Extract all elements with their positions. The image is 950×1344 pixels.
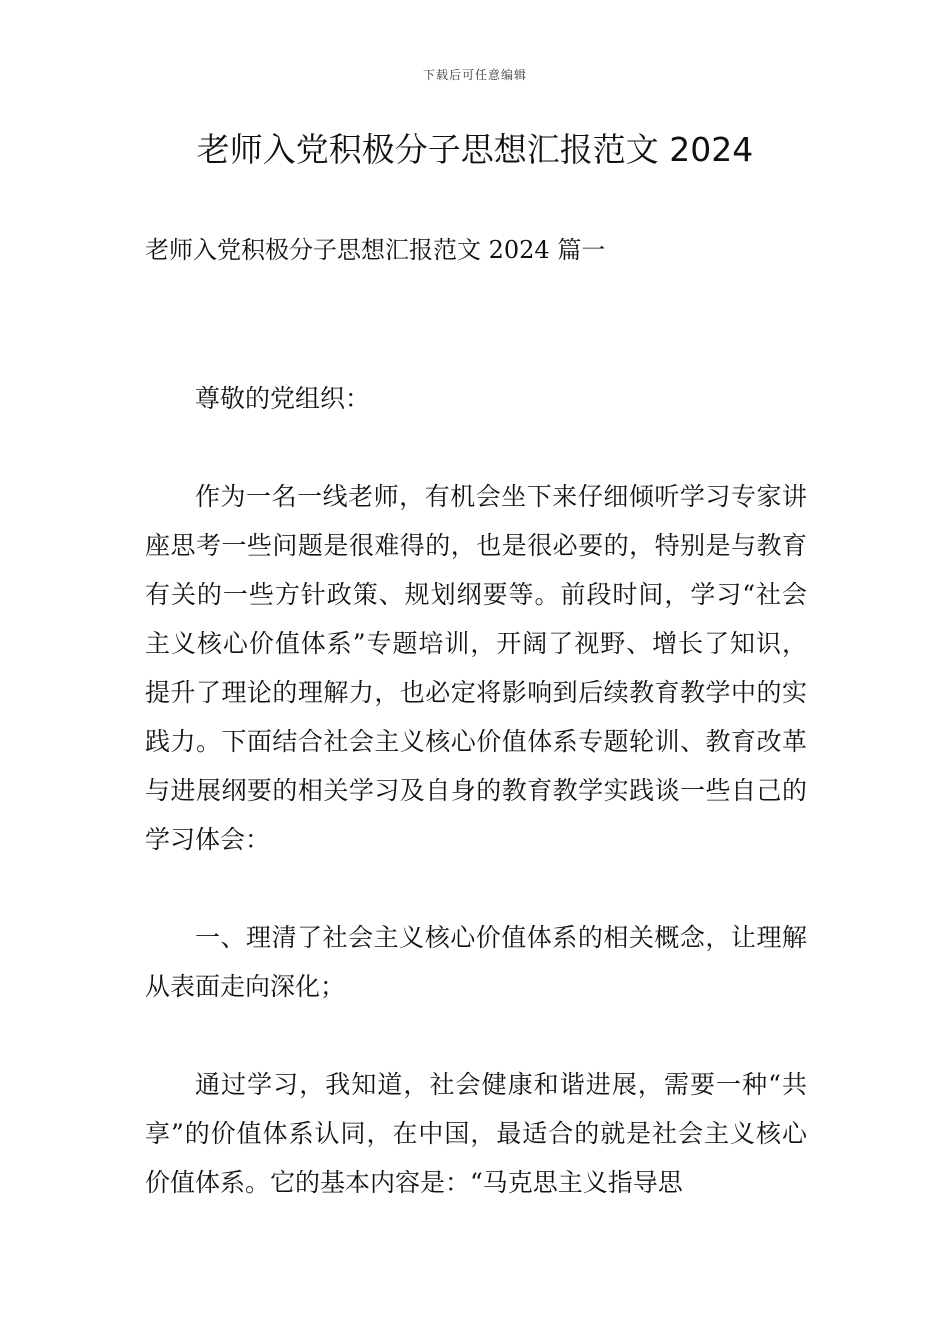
- paragraph-intro: 作为一名一线老师，有机会坐下来仔细倾听学习专家讲座思考一些问题是很难得的，也是很必要的，特别是与教育有关的一些方针政策、规划纲要等。前段时间，学习“社会主义核心价值体系”专题培训，开阔了视野、增长了知识，提升了理论的理解力，也必定将影响到后续教育教学中的实践力。下面结合社会主义核心价值体系专题轮训、教育改革与进展纲要的相关学习及自身的教育教学实践谈一些自己的学习体会：: [145, 482, 807, 854]
- section-title: 老师入党积极分子思想汇报范文 2024 篇一: [145, 236, 606, 264]
- header-note: 下载后可任意编辑: [422, 68, 527, 82]
- paragraph-body: 通过学习，我知道，社会健康和谐进展，需要一种“共享”的价值体系认同，在中国，最适合的就是社会主义核心价值体系。它的基本内容是：“马克思主义指导思: [145, 1070, 807, 1197]
- salutation: 尊敬的党组织：: [195, 384, 371, 413]
- document-title: 老师入党积极分子思想汇报范文 2024: [196, 130, 754, 169]
- body-text: [145, 374, 807, 1207]
- paragraph-heading-one: 一、理清了社会主义核心价值体系的相关概念，让理解从表面走向深化；: [145, 923, 807, 1001]
